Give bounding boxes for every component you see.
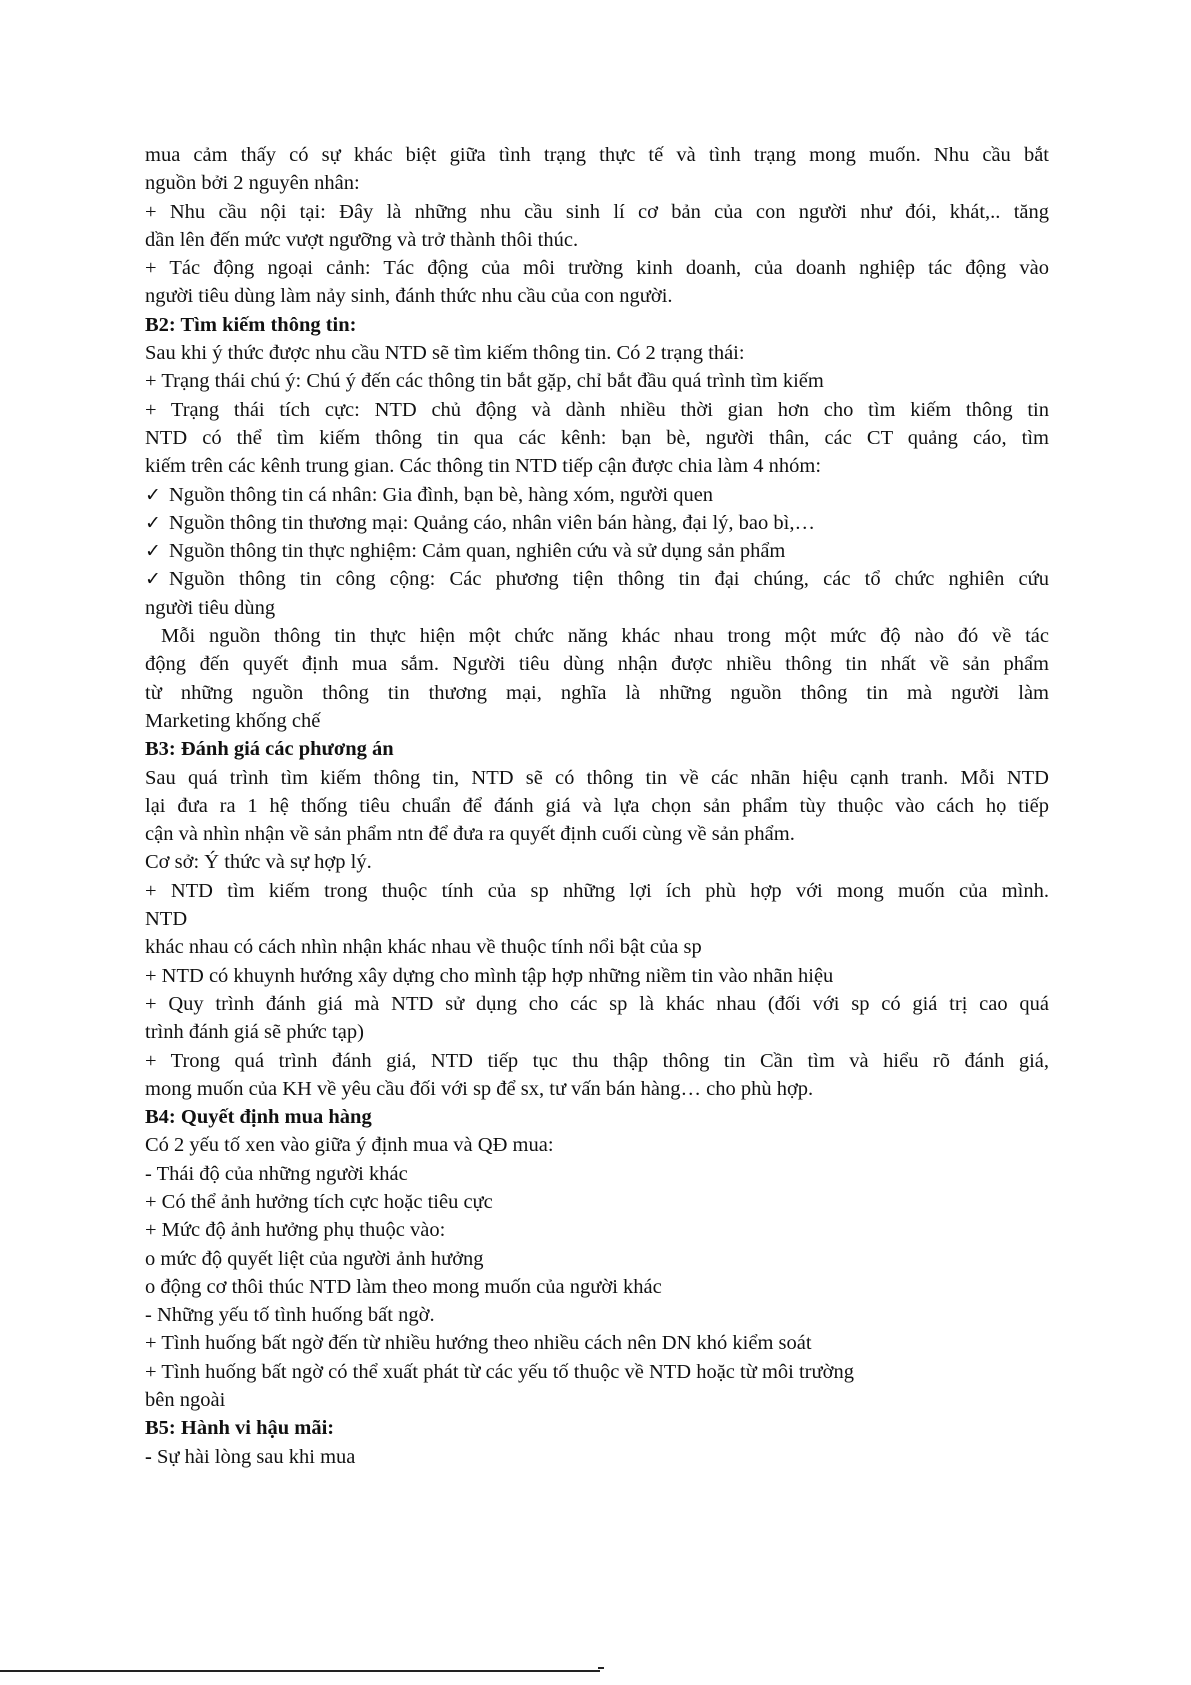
text-line [145,339,1049,367]
line-text: lại đưa ra 1 hệ thống tiêu chuẩn để đánh giá và lựa chọn sản phẩm tùy thuộc vào cách họ tiếp [145,794,1049,817]
text-line [145,792,1049,820]
section-heading [145,1414,1049,1442]
line-text: khác nhau có cách nhìn nhận khác nhau về thuộc tính nổi bật của sp [145,936,702,959]
text-line [145,1018,1049,1046]
line-text: Nguồn thông tin cá nhân: Gia đình, bạn bè, hàng xóm, người quen [169,483,714,506]
text-line [145,1160,1049,1188]
text-line [145,424,1049,452]
line-text: + Tình huống bất ngờ đến từ nhiều hướng theo nhiều cách nên DN khó kiểm soát [145,1332,812,1355]
checkmark-icon: ✓ [145,483,161,506]
text-line [145,198,1049,226]
text-line [145,396,1049,424]
text-line [145,1301,1049,1329]
line-text: động đến quyết định mua sắm. Người tiêu dùng nhận được nhiều thông tin nhất về sản phẩm [145,653,1049,676]
line-text: trình đánh giá sẽ phức tạp) [145,1021,364,1044]
text-line [145,1273,1049,1301]
text-line [145,1329,1049,1357]
text-line [145,452,1049,480]
line-text: từ những nguồn thông tin thương mại, nghĩa là những nguồn thông tin mà người làm [145,681,1049,704]
line-text: Nguồn thông tin công cộng: Các phương tiện thông tin đại chúng, các tổ chức nghiên cứu [169,568,1049,591]
text-line [145,565,1049,593]
line-text: cận và nhìn nhận về sản phẩm ntn để đưa ra quyết định cuối cùng về sản phẩm. [145,823,795,846]
text-line [145,764,1049,792]
text-line [145,962,1049,990]
text-line [145,1245,1049,1273]
checkmark-icon: ✓ [145,568,161,591]
line-text: người tiêu dùng [145,596,276,619]
text-line [145,1443,1049,1471]
text-line [145,1075,1049,1103]
line-text: B4: Quyết định mua hàng [145,1106,372,1129]
line-text: + Quy trình đánh giá mà NTD sử dụng cho các sp là khác nhau (đối với sp có giá trị cao quá [145,992,1049,1015]
text-line [145,905,1049,933]
text-line [145,254,1049,282]
line-text: + Trạng thái chú ý: Chú ý đến các thông tin bắt gặp, chỉ bắt đầu quá trình tìm kiếm [145,370,824,393]
text-line [145,226,1049,254]
line-text: Marketing khống chế [145,709,321,732]
text-line [145,1216,1049,1244]
section-heading [145,735,1049,763]
text-line [145,933,1049,961]
text-line [145,650,1049,678]
line-text: Cơ sở: Ý thức và sự hợp lý. [145,851,372,874]
text-line [145,707,1049,735]
text-line [145,1386,1049,1414]
line-text: B2: Tìm kiếm thông tin: [145,313,357,336]
text-line [145,1131,1049,1159]
text-line [145,509,1049,537]
text-line [145,594,1049,622]
line-text: Mỗi nguồn thông tin thực hiện một chức năng khác nhau trong một mức độ nào đó về tác [161,625,1049,648]
text-line [145,169,1049,197]
line-text: Có 2 yếu tố xen vào giữa ý định mua và QĐ mua: [145,1134,554,1157]
line-text: - Những yếu tố tình huống bất ngờ. [145,1304,435,1327]
bullet-dash: - [145,1445,157,1468]
footer-mark [598,1667,604,1669]
line-text: + Tình huống bất ngờ có thể xuất phát từ các yếu tố thuộc về NTD hoặc từ môi trường [145,1360,854,1383]
line-text: + Nhu cầu nội tại: Đây là những nhu cầu sinh lí cơ bản của con người như đói, khát,.. tăng [145,200,1049,223]
text-line [145,990,1049,1018]
line-text: + Tác động ngoại cảnh: Tác động của môi trường kinh doanh, của doanh nghiệp tác động vào [145,257,1049,280]
footer-rule [0,1670,600,1672]
document-body [145,141,1049,1471]
line-text: Nguồn thông tin thực nghiệm: Cảm quan, nghiên cứu và sử dụng sản phẩm [169,540,786,563]
line-text: o động cơ thôi thúc NTD làm theo mong muốn của người khác [145,1275,662,1298]
line-text: + Trạng thái tích cực: NTD chủ động và dành nhiều thời gian hơn cho tìm kiếm thông tin [145,398,1049,421]
line-text: + Có thể ảnh hưởng tích cực hoặc tiêu cực [145,1190,493,1213]
section-heading [145,311,1049,339]
line-text: NTD có thể tìm kiếm thông tin qua các kênh: bạn bè, người thân, các CT quảng cáo, tìm [145,426,1049,449]
line-text: - Thái độ của những người khác [145,1162,408,1185]
line-text: mua cảm thấy có sự khác biệt giữa tình trạng thực tế và tình trạng mong muốn. Nhu cầu bắt [145,144,1049,166]
line-text: nguồn bởi 2 nguyên nhân: [145,172,360,195]
line-text: kiếm trên các kênh trung gian. Các thông tin NTD tiếp cận được chia làm 4 nhóm: [145,455,822,478]
text-line [145,481,1049,509]
text-line [145,367,1049,395]
line-text: + NTD tìm kiếm trong thuộc tính của sp những lợi ích phù hợp với mong muốn của mình. [145,879,1049,902]
text-line [145,1358,1049,1386]
text-line [145,537,1049,565]
line-text: B5: Hành vi hậu mãi: [145,1417,335,1440]
line-text: dần lên đến mức vượt ngưỡng và trở thành thôi thúc. [145,228,579,251]
text-line [145,622,1049,650]
text-line [145,820,1049,848]
text-line [145,1188,1049,1216]
line-text: người tiêu dùng làm nảy sinh, đánh thức nhu cầu của con người. [145,285,673,308]
line-text: + NTD có khuynh hướng xây dựng cho mình tập hợp những niềm tin vào nhãn hiệu [145,964,834,987]
text-line [145,679,1049,707]
checkmark-icon: ✓ [145,540,161,563]
text-line [145,282,1049,310]
line-text: bên ngoài [145,1389,226,1412]
line-text: + Mức độ ảnh hưởng phụ thuộc vào: [145,1219,446,1242]
line-text: mong muốn của KH về yêu cầu đối với sp để sx, tư vấn bán hàng… cho phù hợp. [145,1077,814,1100]
line-text: o mức độ quyết liệt của người ảnh hưởng [145,1247,484,1270]
line-text: B3: Đánh giá các phương án [145,738,394,761]
line-text: Nguồn thông tin thương mại: Quảng cáo, nhân viên bán hàng, đại lý, bao bì,… [169,511,815,534]
line-text: NTD [145,908,188,931]
text-line [145,877,1049,905]
text-line [145,848,1049,876]
text-line [145,141,1049,169]
checkmark-icon: ✓ [145,511,161,534]
line-text: + Trong quá trình đánh giá, NTD tiếp tục thu thập thông tin Cần tìm và hiểu rõ đánh giá, [145,1049,1049,1072]
text-line [145,1047,1049,1075]
section-heading [145,1103,1049,1131]
line-text: Sau quá trình tìm kiếm thông tin, NTD sẽ có thông tin về các nhãn hiệu cạnh tranh. Mỗi NTD [145,766,1049,789]
line-text: Sự hài lòng sau khi mua [156,1445,356,1468]
line-text: Sau khi ý thức được nhu cầu NTD sẽ tìm kiếm thông tin. Có 2 trạng thái: [145,342,745,365]
